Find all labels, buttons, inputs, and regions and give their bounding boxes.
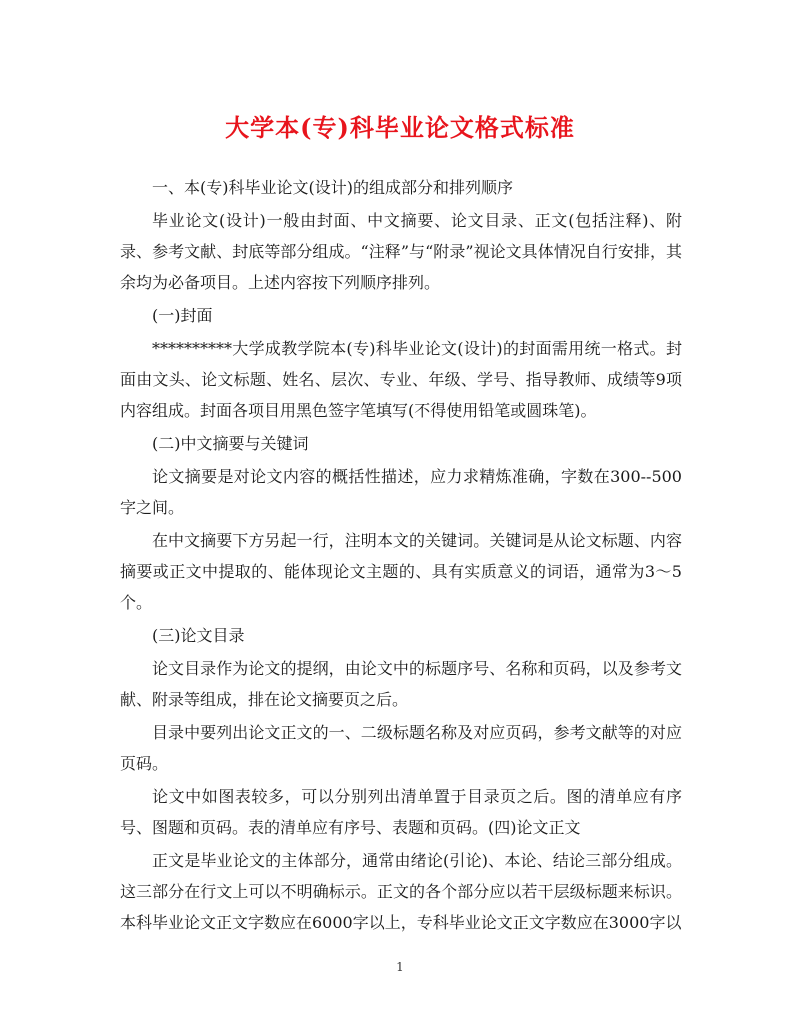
paragraph-composition-intro: 毕业论文(设计)一般由封面、中文摘要、论文目录、正文(包括注释)、附录、参考文献、封底等部分组成。“注释”与“附录”视论文具体情况自行安排，其余均为必备项目。上述内容按下列顺序排列。 — [120, 211, 682, 292]
section-heading-abstract: (二)中文摘要与关键词 — [152, 434, 309, 453]
document-body — [120, 172, 682, 940]
section-heading-cover: (一)封面 — [152, 306, 213, 325]
paragraph-main-text: 正文是毕业论文的主体部分，通常由绪论(引论)、本论、结论三部分组成。这三部分在行文上可以不明确标示。正文的各个部分应以若干层级标题来标识。本科毕业论文正文字数应在6000字以上，专科毕业论文正文字数应在3000字以 — [120, 851, 682, 932]
section-heading-toc: (三)论文目录 — [152, 626, 245, 645]
document-title: 大学本(专)科毕业论文格式标准 — [225, 113, 575, 142]
paragraph-toc-outline: 论文目录作为论文的提纲，由论文中的标题序号、名称和页码，以及参考文献、附录等组成，排在论文摘要页之后。 — [120, 659, 682, 709]
paragraph-cover: **********大学成教学院本(专)科毕业论文(设计)的封面需用统一格式。封面由文头、论文标题、姓名、层次、专业、年级、学号、指导教师、成绩等9项内容组成。封面各项目用黑色签字笔填写(不得使用铅笔或圆珠笔)。 — [120, 339, 682, 420]
paragraph-toc-levels: 目录中要列出论文正文的一、二级标题名称及对应页码，参考文献等的对应页码。 — [120, 723, 682, 773]
section-heading-composition: 一、本(专)科毕业论文(设计)的组成部分和排列顺序 — [152, 178, 513, 197]
page-number: 1 — [396, 960, 404, 974]
paragraph-figures-tables: 论文中如图表较多，可以分别列出清单置于目录页之后。图的清单应有序号、图题和页码。表的清单应有序号、表题和页码。(四)论文正文 — [120, 787, 682, 837]
paragraph-keywords: 在中文摘要下方另起一行，注明本文的关键词。关键词是从论文标题、内容摘要或正文中提取的、能体现论文主题的、具有实质意义的词语，通常为3～5个。 — [120, 531, 682, 612]
paragraph-abstract-length: 论文摘要是对论文内容的概括性描述，应力求精炼准确，字数在300--500字之间。 — [120, 467, 682, 517]
